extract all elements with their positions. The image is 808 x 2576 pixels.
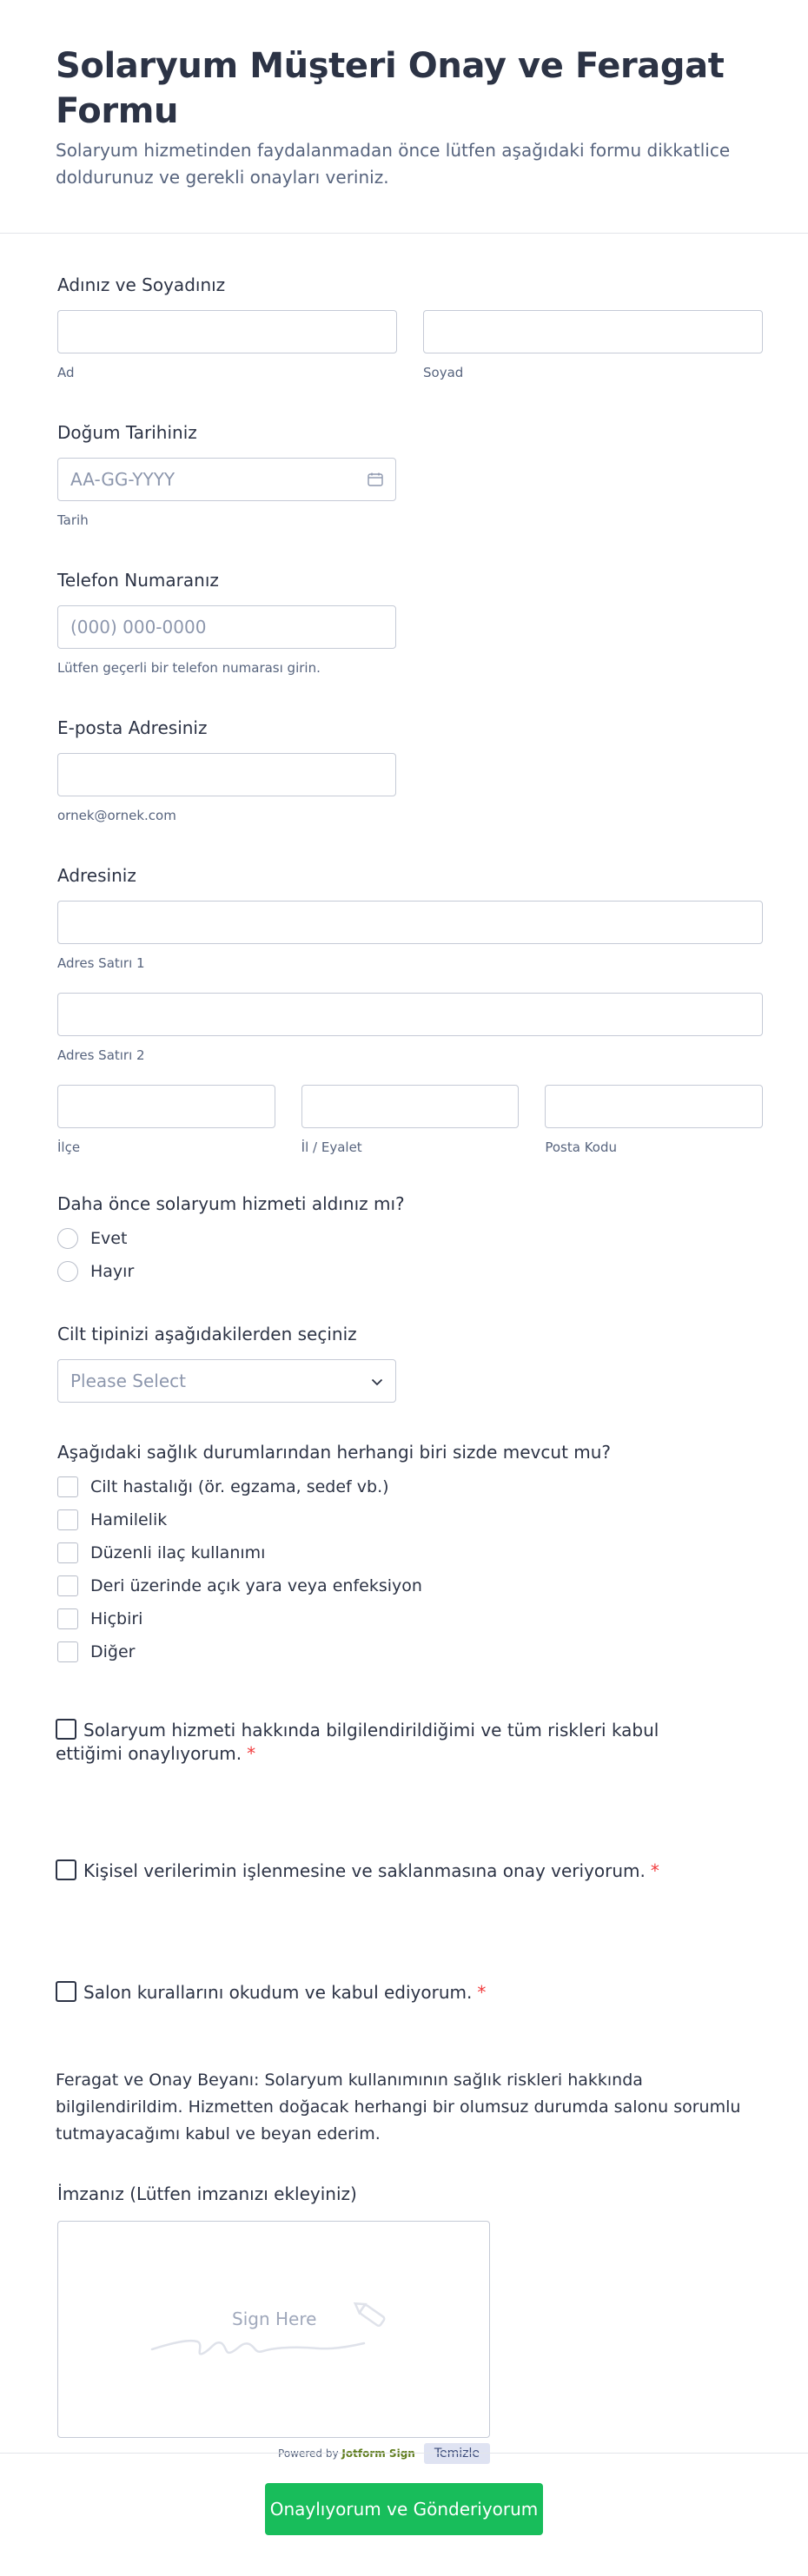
required-marker: * (247, 1743, 256, 1764)
phone-placeholder: (000) 000-0000 (70, 617, 207, 637)
checkbox-option[interactable] (57, 1569, 763, 1602)
last-name-sublabel: Soyad (423, 365, 464, 380)
last-name-col (423, 310, 763, 381)
chevron-down-icon (371, 1373, 383, 1390)
checkbox-option[interactable] (57, 1635, 763, 1668)
pen-icon (352, 2299, 385, 2327)
birthdate-input[interactable] (57, 458, 396, 501)
checkbox-option[interactable] (57, 1470, 763, 1503)
skin-type-select[interactable] (57, 1359, 396, 1403)
radio-option-label: Evet (90, 1229, 128, 1248)
state-input[interactable] (301, 1085, 520, 1128)
clear-signature-button[interactable]: Temizle (424, 2443, 490, 2464)
prior-service-label: Daha önce solaryum hizmeti aldınız mı? (57, 1193, 405, 1214)
checkbox-label: Hiçbiri (90, 1609, 143, 1628)
calendar-icon[interactable] (368, 472, 383, 490)
signature-label: İmzanız (Lütfen imzanızı ekleyiniz) (57, 2183, 357, 2204)
submit-bar (0, 2453, 808, 2576)
rules-consent-label[interactable] (56, 1981, 763, 2005)
checkbox-label: Hamilelik (90, 1510, 168, 1529)
required-marker: * (477, 1982, 487, 2003)
postal-code-sublabel: Posta Kodu (545, 1139, 617, 1155)
email-sublabel: ornek@ornek.com (57, 808, 176, 823)
first-name-sublabel: Ad (57, 365, 75, 380)
prior-service-options (57, 1222, 763, 1288)
phone-input[interactable] (57, 605, 396, 649)
address-question (56, 864, 763, 1156)
checkbox[interactable] (57, 1476, 78, 1497)
name-question (56, 274, 763, 381)
risk-consent (56, 1719, 664, 1766)
address-line1-sublabel: Adres Satırı 1 (57, 955, 145, 971)
phone-question (56, 569, 763, 677)
skin-type-label: Cilt tipinizi aşağıdakilerden seçiniz (57, 1324, 357, 1344)
required-marker: * (650, 1860, 659, 1881)
address-line2-sublabel: Adres Satırı 2 (57, 1047, 145, 1063)
email-label: E-posta Adresiniz (57, 717, 208, 738)
rules-consent-checkbox[interactable] (56, 1981, 76, 2002)
district-col (57, 1085, 275, 1156)
checkbox-label: Cilt hastalığı (ör. egzama, sedef vb.) (90, 1477, 389, 1496)
risk-consent-label[interactable] (56, 1719, 664, 1766)
powered-brand: Jotform Sign (341, 2447, 415, 2460)
checkbox-label: Deri üzerinde açık yara veya enfeksiyon (90, 1576, 422, 1595)
health-label: Aşağıdaki sağlık durumlarından herhangi biri sizde mevcut mu? (57, 1442, 612, 1463)
radio-option-no[interactable] (57, 1255, 763, 1288)
state-col (301, 1085, 520, 1156)
phone-sublabel: Lütfen geçerli bir telefon numarası girin. (57, 660, 321, 676)
submit-button[interactable]: Onaylıyorum ve Gönderiyorum (265, 2483, 543, 2535)
radio-option-yes[interactable] (57, 1222, 763, 1255)
birthdate-label: Doğum Tarihiniz (57, 422, 197, 443)
risk-consent-checkbox[interactable] (56, 1719, 76, 1740)
district-sublabel: İlçe (57, 1139, 81, 1155)
state-sublabel: İl / Eyalet (301, 1139, 362, 1155)
data-consent (56, 1859, 763, 1883)
birthdate-question (56, 421, 763, 529)
health-options (57, 1470, 763, 1668)
radio-button[interactable] (57, 1261, 78, 1282)
postal-col (545, 1085, 763, 1156)
name-row (57, 310, 763, 381)
checkbox-option[interactable] (57, 1536, 763, 1569)
email-question (56, 717, 763, 824)
first-name-col (57, 310, 397, 381)
form-header (0, 0, 808, 234)
form-title: Solaryum Müşteri Onay ve Feragat Formu (56, 46, 725, 131)
signature-hint: Sign Here (232, 2308, 317, 2329)
checkbox[interactable] (57, 1575, 78, 1596)
checkbox[interactable] (57, 1542, 78, 1563)
checkbox-label: Düzenli ilaç kullanımı (90, 1543, 266, 1562)
phone-label: Telefon Numaranız (57, 570, 219, 591)
signature-placeholder-graphic (58, 2222, 491, 2439)
checkbox-label: Diğer (90, 1642, 136, 1661)
checkbox-option[interactable] (57, 1602, 763, 1635)
signature-pad[interactable] (57, 2221, 490, 2438)
risk-consent-text: Solaryum hizmeti hakkında bilgilendirildiğimi ve tüm riskleri kabul ettiğimi onaylıyorum. (56, 1720, 659, 1764)
email-input[interactable] (57, 753, 396, 796)
data-consent-label[interactable] (56, 1859, 763, 1883)
first-name-input[interactable] (57, 310, 397, 353)
signature-question (56, 2183, 763, 2464)
birthdate-sublabel: Tarih (57, 512, 89, 528)
prior-service-question (56, 1192, 763, 1288)
radio-button[interactable] (57, 1228, 78, 1249)
last-name-input[interactable] (423, 310, 763, 353)
form-subtitle: Solaryum hizmetinden faydalanmadan önce lütfen aşağıdaki formu dikkatlice doldurunuz ve gerekli onayları veriniz. (56, 140, 731, 188)
birthdate-placeholder: AA-GG-YYYY (70, 469, 176, 490)
address-line2-input[interactable] (57, 993, 763, 1036)
form-body (0, 274, 808, 2464)
postal-code-input[interactable] (545, 1085, 763, 1128)
powered-prefix: Powered by (278, 2447, 339, 2460)
data-consent-checkbox[interactable] (56, 1859, 76, 1880)
waiver-statement-text: Feragat ve Onay Beyanı: Solaryum kullanımının sağlık riskleri hakkında bilgilendirildim. Hizmetten doğacak herhangi bir olumsuz durumda salonu sorumlu tutmayacağımı kabul ve beyan ederim. (56, 2071, 741, 2143)
address-row (57, 1085, 763, 1156)
data-consent-text: Kişisel verilerimin işlenmesine ve saklanmasına onay veriyorum. (83, 1860, 646, 1881)
rules-consent (56, 1981, 763, 2005)
checkbox[interactable] (57, 1641, 78, 1662)
checkbox[interactable] (57, 1608, 78, 1629)
skin-type-question (56, 1323, 763, 1403)
waiver-statement (56, 2067, 763, 2148)
health-question (56, 1441, 763, 1668)
address-label: Adresiniz (57, 865, 136, 886)
checkbox[interactable] (57, 1509, 78, 1530)
address-line1-input[interactable] (57, 901, 763, 944)
radio-option-label: Hayır (90, 1262, 135, 1281)
name-label: Adınız ve Soyadınız (57, 274, 226, 295)
district-input[interactable] (57, 1085, 275, 1128)
rules-consent-text: Salon kurallarını okudum ve kabul ediyorum. (83, 1982, 473, 2003)
skin-type-selected: Please Select (70, 1371, 186, 1391)
checkbox-option[interactable] (57, 1503, 763, 1536)
